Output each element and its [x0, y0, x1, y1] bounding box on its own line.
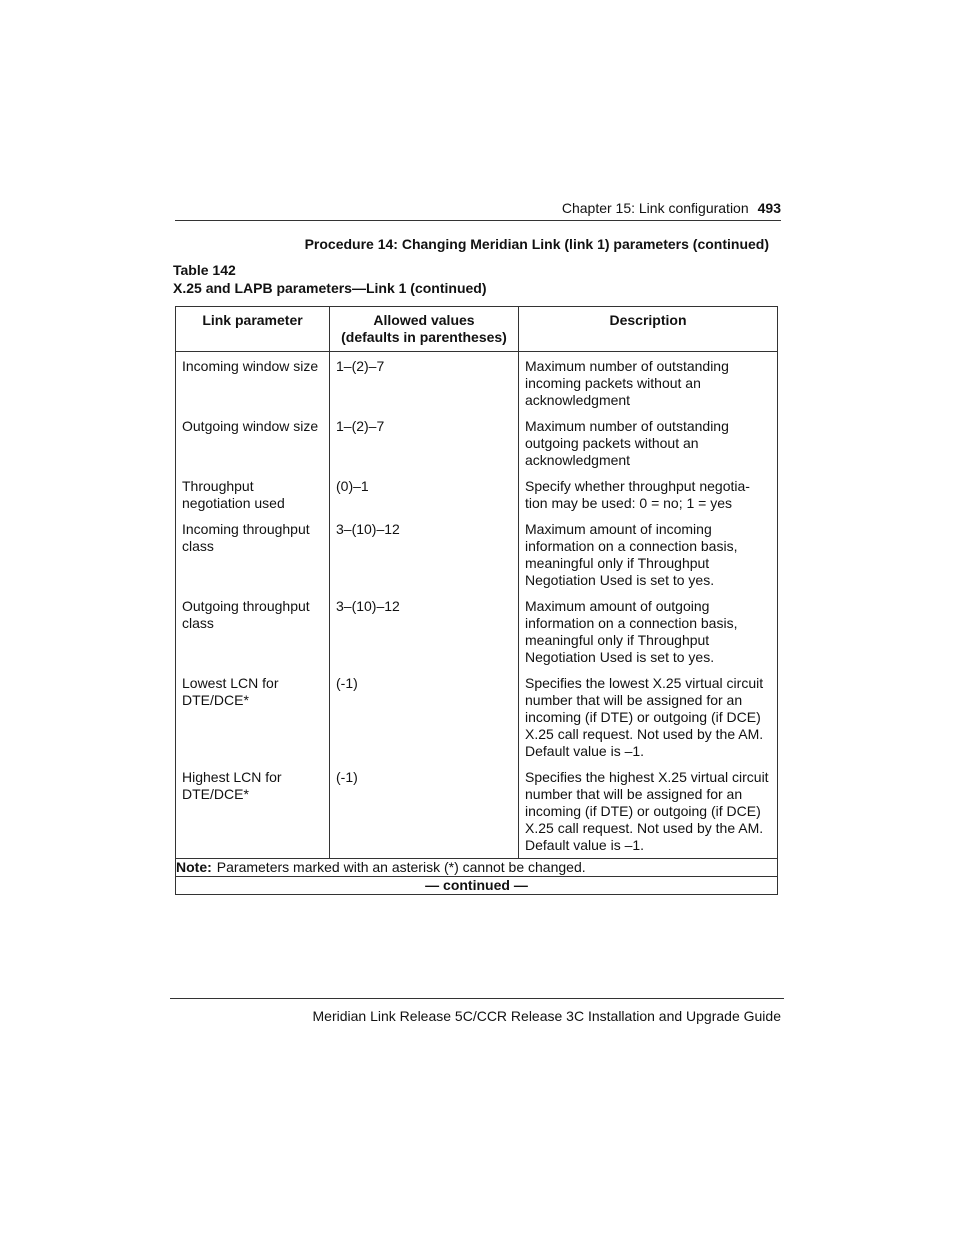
- description-cell: [525, 521, 771, 589]
- param-line: Throughput: [182, 478, 254, 494]
- page-number: 493: [757, 200, 781, 216]
- param-cell: [182, 521, 323, 589]
- param-cell: [182, 358, 323, 409]
- header-rule: [175, 220, 781, 221]
- description-line: Default value is –1.: [525, 743, 645, 759]
- description-line: Negotiation Used is set to yes.: [525, 649, 715, 665]
- description-cell: [525, 358, 771, 409]
- note-row: [176, 859, 778, 877]
- procedure-title: Procedure 14: Changing Meridian Link (link 1) parameters (continued): [304, 236, 769, 252]
- table-title: X.25 and LAPB parameters—Link 1 (continued): [173, 280, 487, 296]
- description-line: incoming packets without an: [525, 375, 701, 391]
- running-header: [175, 199, 781, 217]
- description-line: outgoing packets without an: [525, 435, 699, 451]
- note-cell: [176, 859, 778, 877]
- param-line: DTE/DCE*: [182, 786, 249, 802]
- allowed-column: [330, 352, 519, 859]
- description-cell: [525, 418, 771, 469]
- parameters-table: [175, 306, 778, 895]
- description-line: information on a connection basis,: [525, 538, 738, 554]
- description-cell: [525, 675, 771, 760]
- allowed-value: 3–(10)–12: [336, 521, 400, 537]
- description-line: Default value is –1.: [525, 837, 645, 853]
- allowed-cell: [336, 598, 512, 666]
- column-header-link-parameter: Link parameter: [176, 307, 330, 352]
- allowed-header-line2: (defaults in parentheses): [341, 329, 507, 345]
- continued-row: [176, 877, 778, 895]
- description-line: Negotiation Used is set to yes.: [525, 572, 715, 588]
- param-cell: [182, 769, 323, 854]
- note-label: Note:: [176, 859, 212, 875]
- allowed-value: (0)–1: [336, 478, 369, 494]
- allowed-cell: [336, 769, 512, 854]
- description-line: Maximum number of outstanding: [525, 358, 729, 374]
- description-line: tion may be used: 0 = no; 1 = yes: [525, 495, 733, 511]
- description-line: incoming (if DTE) or outgoing (if DCE): [525, 803, 761, 819]
- description-cell: [525, 769, 771, 854]
- allowed-value: 1–(2)–7: [336, 418, 385, 434]
- description-line: Specify whether throughput negotia-: [525, 478, 750, 494]
- allowed-value: 1–(2)–7: [336, 358, 385, 374]
- description-line: Specifies the lowest X.25 virtual circuit: [525, 675, 764, 691]
- description-line: number that will be assigned for an: [525, 692, 743, 708]
- description-line: information on a connection basis,: [525, 615, 738, 631]
- description-line: X.25 call request. Not used by the AM.: [525, 820, 764, 836]
- allowed-cell: [336, 521, 512, 589]
- description-line: Maximum number of outstanding: [525, 418, 729, 434]
- description-line: meaningful only if Throughput: [525, 555, 710, 571]
- param-line: Incoming window size: [182, 358, 319, 374]
- description-column: [519, 352, 778, 859]
- allowed-cell: [336, 675, 512, 760]
- footer-title: Meridian Link Release 5C/CCR Release 3C Installation and Upgrade Guide: [312, 1008, 781, 1024]
- description-line: acknowledgment: [525, 452, 631, 468]
- description-line: number that will be assigned for an: [525, 786, 743, 802]
- description-line: X.25 call request. Not used by the AM.: [525, 726, 764, 742]
- continued-label: — continued —: [176, 877, 778, 895]
- description-line: Maximum amount of outgoing: [525, 598, 710, 614]
- description-line: acknowledgment: [525, 392, 631, 408]
- param-line: negotiation used: [182, 495, 285, 511]
- param-line: Lowest LCN for: [182, 675, 279, 691]
- param-column: [176, 352, 330, 859]
- param-line: class: [182, 615, 214, 631]
- param-line: Outgoing throughput: [182, 598, 310, 614]
- allowed-header-line1: Allowed values: [373, 312, 475, 328]
- note-text: Parameters marked with an asterisk (*) cannot be changed.: [216, 859, 586, 875]
- description-line: incoming (if DTE) or outgoing (if DCE): [525, 709, 761, 725]
- allowed-cell: [336, 418, 512, 469]
- allowed-value: 3–(10)–12: [336, 598, 400, 614]
- table-header-row: [176, 307, 778, 352]
- chapter-title: Chapter 15: Link configuration: [561, 200, 749, 216]
- param-line: DTE/DCE*: [182, 692, 249, 708]
- allowed-value: (-1): [336, 769, 358, 785]
- column-header-allowed-values: [330, 307, 519, 352]
- param-line: class: [182, 538, 214, 554]
- param-cell: [182, 418, 323, 469]
- table-body-row: [176, 352, 778, 859]
- allowed-cell: [336, 478, 512, 512]
- description-cell: [525, 598, 771, 666]
- footer-rule: [170, 998, 784, 999]
- param-line: Highest LCN for: [182, 769, 282, 785]
- column-header-description: Description: [519, 307, 778, 352]
- param-line: Incoming throughput: [182, 521, 310, 537]
- description-line: Maximum amount of incoming: [525, 521, 712, 537]
- description-line: meaningful only if Throughput: [525, 632, 710, 648]
- table-number: Table 142: [173, 262, 236, 278]
- param-cell: [182, 675, 323, 760]
- allowed-value: (-1): [336, 675, 358, 691]
- param-cell: [182, 478, 323, 512]
- param-cell: [182, 598, 323, 666]
- allowed-cell: [336, 358, 512, 409]
- param-line: Outgoing window size: [182, 418, 319, 434]
- description-line: Specifies the highest X.25 virtual circuit: [525, 769, 769, 785]
- table-caption: [173, 261, 487, 297]
- description-cell: [525, 478, 771, 512]
